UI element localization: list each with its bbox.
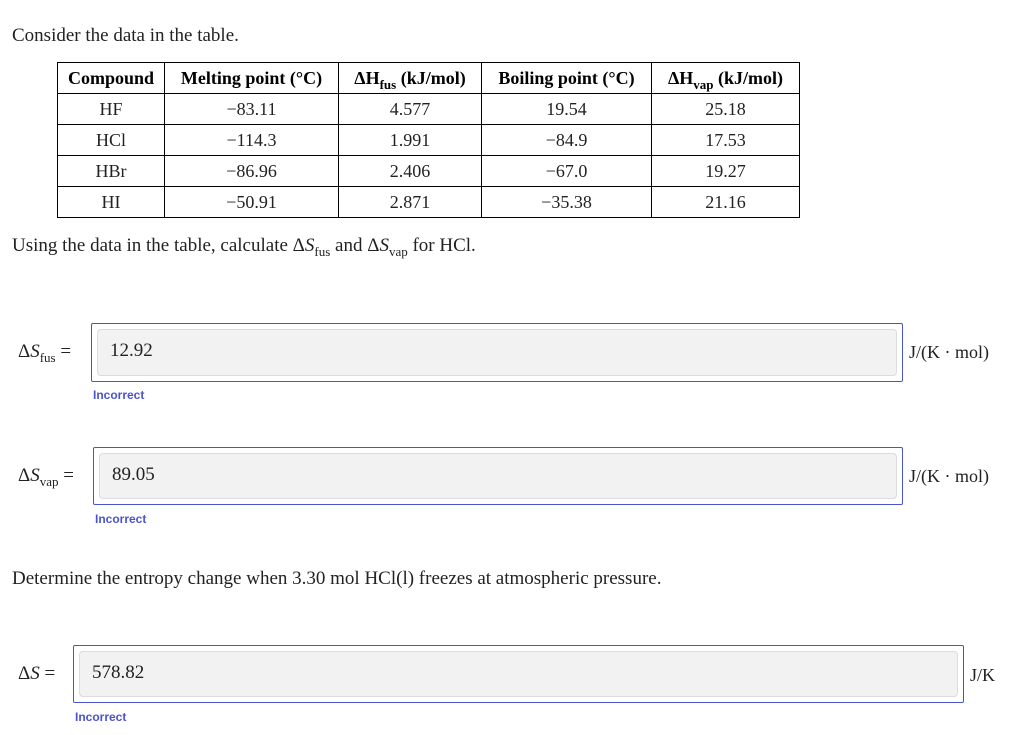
- cell-boiling-point: 19.54: [482, 94, 652, 125]
- cell-boiling-point: −84.9: [482, 125, 652, 156]
- stotal-label: ΔS =: [18, 663, 56, 684]
- cell-compound: HI: [58, 187, 165, 218]
- header-dh-vap: $\Delta H_{vap}$ (kJ/mol): [652, 63, 800, 94]
- cell-melting-point: −50.91: [165, 187, 339, 218]
- svap-label: $\Delta S_{vap}$ =: [18, 465, 74, 489]
- cell-compound: HCl: [58, 125, 165, 156]
- cell-compound: HF: [58, 94, 165, 125]
- cell-dh-fus: 4.577: [339, 94, 482, 125]
- intro-text: Consider the data in the table.: [12, 25, 239, 46]
- table-row: [58, 94, 800, 125]
- cell-melting-point: −114.3: [165, 125, 339, 156]
- sfus-answer-box: [91, 323, 903, 382]
- sfus-answer-input[interactable]: 12.92: [97, 329, 897, 376]
- header-compound: Compound: [58, 63, 165, 94]
- sfus-label: $\Delta S_{fus}$ =: [18, 341, 72, 365]
- svap-unit: J/(K · mol): [909, 466, 989, 486]
- svap-answer-box: [93, 447, 903, 505]
- svap-feedback: Incorrect: [95, 512, 147, 526]
- stotal-answer-input[interactable]: 578.82: [79, 651, 958, 697]
- cell-dh-fus: 2.406: [339, 156, 482, 187]
- cell-dh-vap: 19.27: [652, 156, 800, 187]
- header-dh-fus: $\Delta H_{fus}$ (kJ/mol): [339, 63, 482, 94]
- cell-boiling-point: −67.0: [482, 156, 652, 187]
- header-melting-point: Melting point (°C): [165, 63, 339, 94]
- cell-dh-fus: 1.991: [339, 125, 482, 156]
- cell-melting-point: −83.11: [165, 94, 339, 125]
- data-table: [57, 62, 800, 218]
- cell-dh-vap: 17.53: [652, 125, 800, 156]
- cell-dh-fus: 2.871: [339, 187, 482, 218]
- header-boiling-point: Boiling point (°C): [482, 63, 652, 94]
- question-freezing-entropy: Determine the entropy change when 3.30 mol HCl(l) freezes at atmospheric pressure.: [12, 568, 662, 589]
- cell-boiling-point: −35.38: [482, 187, 652, 218]
- svap-answer-input[interactable]: 89.05: [99, 453, 897, 499]
- cell-dh-vap: 25.18: [652, 94, 800, 125]
- table-row: [58, 156, 800, 187]
- stotal-feedback: Incorrect: [75, 710, 127, 724]
- question-entropy-hcl: Using the data in the table, calculate $\Delta S_{fus}$ and $\Delta S_{vap}$ for HCl.: [12, 235, 476, 259]
- stotal-answer-box: [73, 645, 964, 703]
- table-row: [58, 125, 800, 156]
- stotal-unit: J/K: [970, 665, 996, 685]
- cell-dh-vap: 21.16: [652, 187, 800, 218]
- sfus-feedback: Incorrect: [93, 388, 145, 402]
- table-row: [58, 187, 800, 218]
- cell-melting-point: −86.96: [165, 156, 339, 187]
- sfus-unit: J/(K · mol): [909, 342, 989, 362]
- table-header-row: [58, 63, 800, 94]
- cell-compound: HBr: [58, 156, 165, 187]
